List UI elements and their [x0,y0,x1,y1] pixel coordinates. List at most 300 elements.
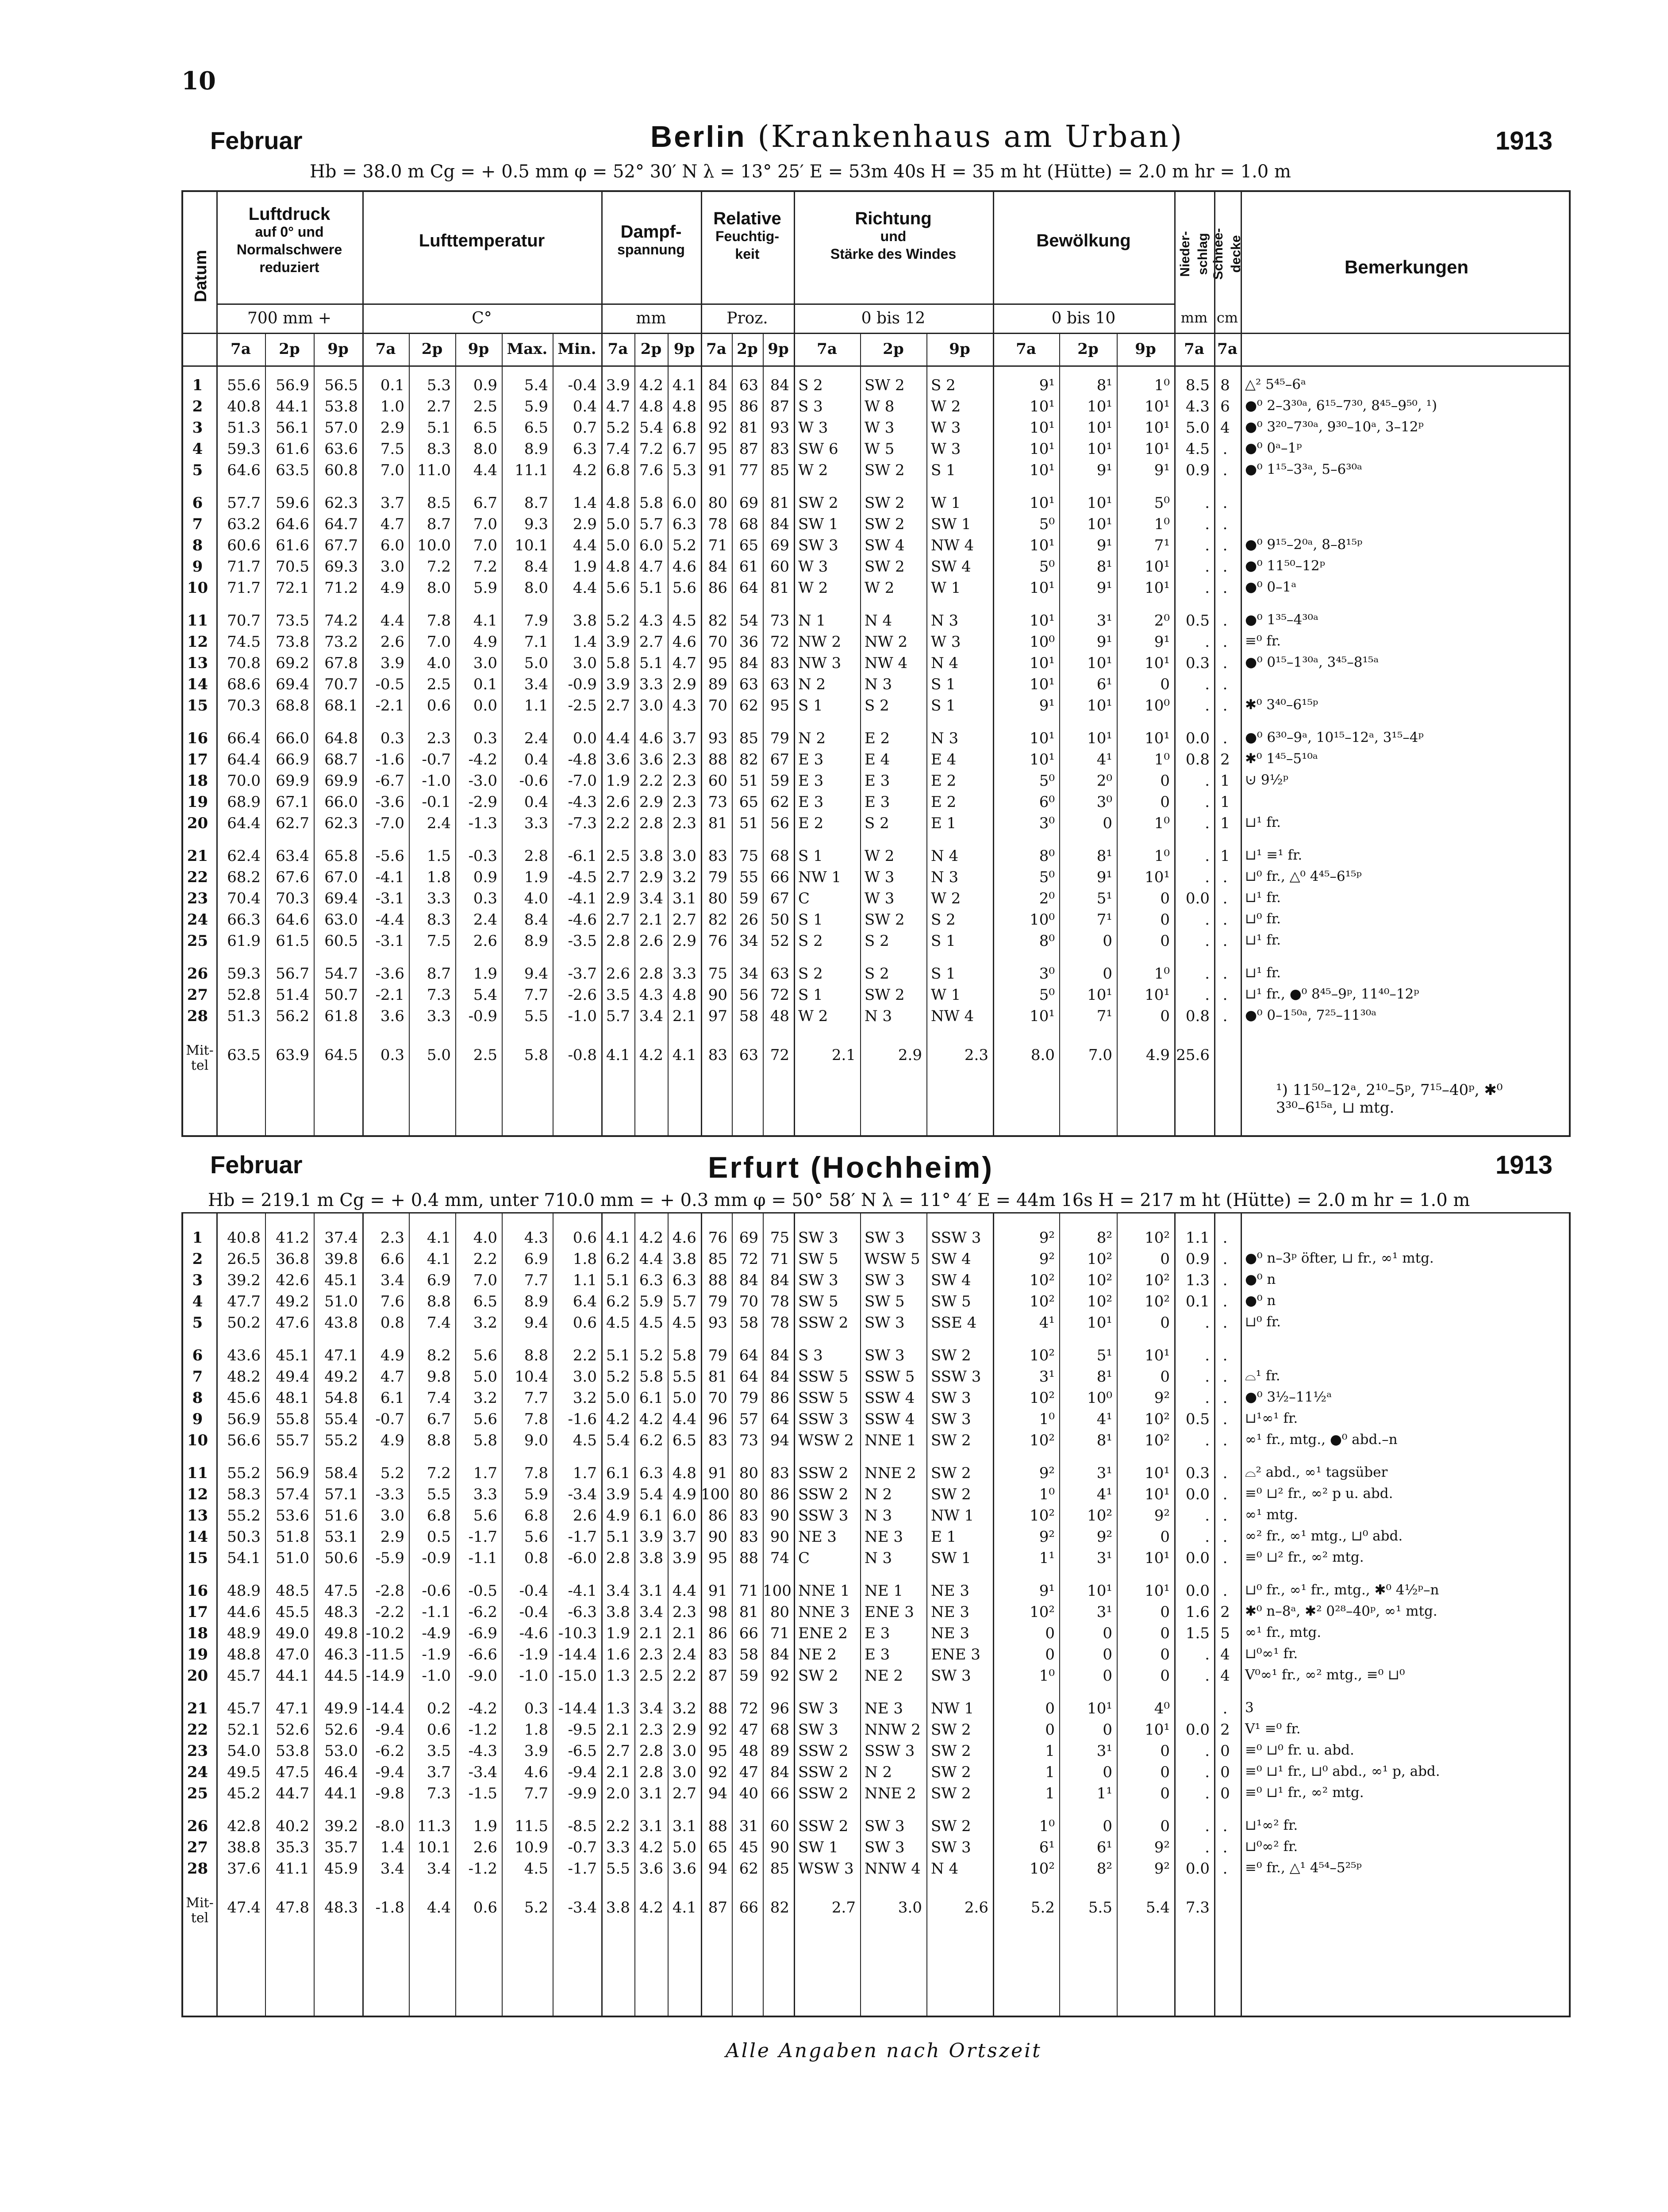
value-cell: 0 [1160,1368,1170,1386]
value-cell: 56 [770,814,789,832]
value-cell: 10¹ [1030,398,1055,415]
value-cell: NE 3 [865,1528,903,1546]
value-cell: 3.9 [380,654,404,672]
value-cell: SSE 4 [931,1314,977,1332]
value-cell: -5.6 [375,847,404,865]
berlin-station-name: Berlin [650,120,746,154]
value-cell: 74 [770,1549,789,1567]
value-cell: 48.1 [276,1389,309,1407]
value-cell: 8 [1220,376,1230,394]
value-cell: 3.5 [427,1742,451,1760]
value-cell: 94 [770,1432,789,1449]
value-cell: -4.2 [468,751,497,768]
value-cell: SW 1 [798,515,838,533]
value-cell: 95 [708,654,727,672]
value-cell: 7.4 [606,440,630,458]
value-cell: 5 [1220,1624,1230,1642]
value-cell: 1.9 [473,1817,497,1835]
header-text: 2p [421,340,443,358]
value-cell: -6.9 [468,1624,497,1642]
value-cell: 72.1 [276,579,309,597]
value-cell: 0.5 [1185,1410,1210,1428]
table-row [183,1486,1569,1507]
value-cell: 68 [770,847,789,865]
table-row [183,932,1569,953]
value-cell: . [1205,1528,1210,1546]
value-cell: S 2 [865,932,889,950]
value-cell: 70.4 [227,890,261,907]
value-cell: SSW 3 [931,1229,981,1247]
value-cell: 4.7 [606,398,630,415]
value-cell: 56.2 [276,1007,309,1025]
value-cell: 64 [739,1368,758,1386]
value-cell: . [1222,1860,1228,1878]
remark-cell: ✱⁰ 3⁴⁰–6¹⁵ᵖ [1245,697,1318,713]
value-cell: 57.1 [324,1486,358,1503]
value-cell: -3.7 [568,965,597,983]
value-cell: 6.0 [672,494,696,512]
value-cell: 74.5 [227,633,261,651]
value-cell: NW 3 [798,654,842,672]
mean-value: 7.3 [1185,1899,1210,1916]
value-cell: 4.3 [672,697,696,714]
value-cell: 1¹ [1096,1785,1112,1802]
value-cell: 3.7 [427,1763,451,1781]
value-cell: 3⁰ [1096,793,1112,811]
header-text: Lufttemperatur [419,231,545,250]
value-cell: 59.3 [227,965,261,983]
mean-value: 5.8 [524,1046,548,1064]
value-cell: 83 [770,1464,789,1482]
value-cell: 2 [1220,1603,1230,1621]
value-cell: 53.6 [276,1507,309,1525]
value-cell: -0.4 [519,1582,548,1600]
value-cell: 70 [708,633,727,651]
table-row [183,751,1569,772]
value-cell: -1.6 [375,751,404,768]
value-cell: 5.2 [606,612,630,630]
value-cell: 1⁰ [1039,1817,1055,1835]
header-text: 7a [1217,340,1238,358]
value-cell: -9.4 [375,1721,404,1739]
value-cell: 64.6 [276,911,309,929]
value-cell: 2.1 [672,1624,696,1642]
value-cell: 9¹ [1154,633,1170,651]
value-cell: 0.6 [427,1721,451,1739]
value-cell: 8¹ [1096,847,1112,865]
value-cell: 3.3 [524,814,548,832]
value-cell: 3.6 [380,1007,404,1025]
value-cell: 3.9 [524,1742,548,1760]
value-cell: 4.6 [639,730,663,747]
value-cell: 1.0 [380,398,404,415]
value-cell: 3.1 [672,890,696,907]
value-cell: 1.9 [473,965,497,983]
value-cell: 51.3 [227,1007,261,1025]
value-cell: S 2 [931,376,956,394]
mean-value: 8.0 [1030,1046,1055,1064]
value-cell: 2.3 [380,1229,404,1247]
value-cell: 3.1 [639,1785,663,1802]
value-cell: 7.7 [524,1389,548,1407]
value-cell: 6.3 [639,1464,663,1482]
value-cell: -15.0 [558,1667,597,1685]
value-cell: . [1205,1839,1210,1856]
value-cell: W 3 [931,633,961,651]
value-cell: 2.7 [606,911,630,929]
remark-cell: ≡⁰ ⊔² fr., ∞² mtg. [1245,1549,1364,1565]
date-cell: 4 [192,1293,203,1310]
value-cell: 1.4 [573,494,597,512]
date-cell: 17 [187,751,208,768]
value-cell: 3.7 [672,1528,696,1546]
value-cell: -7.0 [375,814,404,832]
value-cell: 4.7 [639,558,663,576]
value-cell: 7.6 [639,461,663,479]
value-cell: 2.7 [606,868,630,886]
value-cell: 95 [708,1742,727,1760]
value-cell: -1.1 [422,1603,451,1621]
value-cell: -14.4 [365,1700,404,1717]
table-row [183,1624,1569,1646]
value-cell: 7.2 [473,558,497,576]
value-cell: 4.4 [573,537,597,554]
value-cell: 10¹ [1030,461,1055,479]
value-cell: 8.9 [524,440,548,458]
value-cell: -1.7 [568,1860,597,1878]
value-cell: 57.7 [227,494,261,512]
value-cell: 84 [739,654,758,672]
value-cell: 2.5 [473,398,497,415]
value-cell: 81 [770,579,789,597]
value-cell: 65 [739,537,758,554]
value-cell: 5.6 [473,1507,497,1525]
value-cell: 90 [770,1507,789,1525]
value-cell: 0.4 [524,751,548,768]
value-cell: 3.9 [606,1486,630,1503]
value-cell: 66.4 [227,730,261,747]
table-row [183,1785,1569,1806]
header-text: Richtung [855,209,932,228]
value-cell: 0.0 [1185,890,1210,907]
value-cell: . [1205,1368,1210,1386]
value-cell: 5.8 [639,494,663,512]
value-cell: 3.3 [672,965,696,983]
value-cell: 73 [708,793,727,811]
value-cell: 10⁰ [1030,633,1055,651]
mean-value: -1.8 [375,1899,404,1916]
value-cell: SW 2 [931,1486,971,1503]
value-cell: 79 [739,1389,758,1407]
value-cell: SW 2 [865,494,905,512]
value-cell: 2.3 [672,751,696,768]
value-cell: . [1222,1271,1228,1289]
value-cell: 70.8 [227,654,261,672]
value-cell: S 1 [798,986,823,1004]
value-cell: SW 2 [931,1785,971,1802]
value-cell: 2.6 [573,1507,597,1525]
header-text: 7a [817,340,837,358]
value-cell: 3.2 [473,1314,497,1332]
date-cell: 6 [192,1347,203,1364]
value-cell: 68 [739,515,758,533]
value-cell: 52.1 [227,1721,261,1739]
value-cell: 66.9 [276,751,309,768]
value-cell: 69.2 [276,654,309,672]
value-cell: 6¹ [1039,1839,1055,1856]
value-cell: 7.7 [524,1785,548,1802]
value-cell: 5.6 [606,579,630,597]
value-cell: 60.5 [324,932,358,950]
value-cell: 6.3 [672,1271,696,1289]
value-cell: . [1205,633,1210,651]
value-cell: . [1205,676,1210,693]
value-cell: SW 3 [798,1229,838,1247]
table-row [183,1582,1569,1603]
value-cell: -0.5 [375,676,404,693]
remark-cell: ⊔¹ ≡¹ fr. [1245,847,1303,863]
value-cell: 0 [1220,1742,1230,1760]
value-cell: 4.1 [427,1229,451,1247]
erfurt-year: 1913 [1495,1151,1553,1179]
value-cell: 1⁰ [1154,515,1170,533]
value-cell: 10² [1030,1432,1055,1449]
value-cell: -9.5 [568,1721,597,1739]
value-cell: 1.5 [1185,1624,1210,1642]
value-cell: 67.8 [324,654,358,672]
value-cell: 5¹ [1096,890,1112,907]
value-cell: 54 [739,612,758,630]
value-cell: -6.0 [568,1549,597,1567]
value-cell: 2.8 [606,932,630,950]
value-cell: . [1205,1507,1210,1525]
header-text: 7a [706,340,726,358]
value-cell: 66.0 [276,730,309,747]
remark-cell: ≡⁰ fr., △¹ 4⁵⁴–5²⁵ᵖ [1245,1860,1362,1876]
value-cell: 9.4 [524,965,548,983]
value-cell: 0 [1160,1667,1170,1685]
value-cell: C [798,1549,810,1567]
value-cell: 2.9 [639,793,663,811]
header-text: spannung [617,242,685,257]
table-row [183,911,1569,932]
value-cell: 9² [1039,1528,1055,1546]
value-cell: 44.1 [324,1785,358,1802]
value-cell: 91 [708,461,727,479]
value-cell: 88 [739,1549,758,1567]
date-cell: 5 [192,461,203,479]
value-cell: NW 4 [931,1007,974,1025]
remark-cell: ●⁰ n [1245,1271,1276,1287]
value-cell: 4.6 [672,633,696,651]
value-cell: 9.8 [427,1368,451,1386]
value-cell: 82 [708,911,727,929]
row-rule [183,333,1569,334]
value-cell: 8.5 [1185,376,1210,394]
value-cell: . [1205,558,1210,576]
value-cell: 7.3 [427,986,451,1004]
value-cell: 4.4 [606,730,630,747]
value-cell: 95 [708,398,727,415]
value-cell: SW 4 [865,537,905,554]
value-cell: 5.1 [606,1528,630,1546]
mean-value: 4.2 [639,1899,663,1916]
value-cell: 10¹ [1145,398,1170,415]
date-cell: 17 [187,1603,208,1621]
value-cell: 6.5 [672,1432,696,1449]
value-cell: -1.0 [422,772,451,790]
table-row [183,1314,1569,1335]
header-text: Feuchtig- [715,228,779,244]
value-cell: 2 [1220,751,1230,768]
value-cell: E 1 [931,814,957,832]
value-cell: S 1 [798,911,823,929]
table-row [183,1667,1569,1688]
value-cell: NE 3 [798,1528,837,1546]
value-cell: 6.8 [606,461,630,479]
value-cell: 70 [708,697,727,714]
table-row [183,398,1569,419]
value-cell: 2.7 [606,697,630,714]
value-cell: 1 [1045,1763,1055,1781]
value-cell: . [1205,494,1210,512]
value-cell: 9¹ [1154,461,1170,479]
mean-value: 63.5 [227,1046,261,1064]
value-cell: 2.1 [672,1007,696,1025]
value-cell: SW 2 [931,1464,971,1482]
value-cell: 7.4 [427,1314,451,1332]
value-cell: 4¹ [1096,1410,1112,1428]
value-cell: 4.0 [427,654,451,672]
value-cell: 84 [770,376,789,394]
value-cell: SW 1 [931,1549,971,1567]
value-cell: 40.8 [227,398,261,415]
value-cell: -6.7 [375,772,404,790]
value-cell: 2.7 [427,398,451,415]
remark-cell: ⊔⁰ fr., △⁰ 4⁴⁵–6¹⁵ᵖ [1245,868,1362,884]
value-cell: 55.2 [227,1464,261,1482]
mean-value: 5.4 [1145,1899,1170,1916]
value-cell: . [1222,965,1228,983]
value-cell: 7.7 [524,1271,548,1289]
value-cell: 51.0 [324,1293,358,1310]
value-cell: 4.1 [473,612,497,630]
value-cell: 44.5 [324,1667,358,1685]
value-cell: 50.2 [227,1314,261,1332]
table-row [183,793,1569,814]
value-cell: 5.4 [639,419,663,437]
value-cell: -4.6 [519,1624,548,1642]
value-cell: 63.4 [276,847,309,865]
value-cell: 5.6 [473,1410,497,1428]
table-row [183,1368,1569,1389]
value-cell: 3.0 [473,654,497,672]
value-cell: 59 [770,772,789,790]
value-cell: 0 [1103,1817,1112,1835]
value-cell: 0.9 [1185,461,1210,479]
value-cell: SW 3 [865,1817,905,1835]
date-cell: 18 [187,1624,208,1642]
value-cell: 10¹ [1087,730,1112,747]
value-cell: . [1222,1582,1228,1600]
value-cell: 5.4 [473,986,497,1004]
value-cell: . [1222,890,1228,907]
value-cell: N 2 [865,1486,892,1503]
value-cell: . [1222,1507,1228,1525]
value-cell: 10¹ [1030,1007,1055,1025]
value-cell: . [1222,730,1228,747]
value-cell: 4.8 [672,398,696,415]
value-cell: W 3 [798,558,828,576]
value-cell: 68.9 [227,793,261,811]
value-cell: WSW 5 [865,1250,920,1268]
value-cell: 4.3 [524,1229,548,1247]
value-cell: 6.5 [473,419,497,437]
value-cell: NE 2 [798,1646,837,1663]
value-cell: 76 [708,1229,727,1247]
value-cell: 74.2 [324,612,358,630]
value-cell: 48.2 [227,1368,261,1386]
value-cell: 86 [708,1624,727,1642]
value-cell: 5.8 [473,1432,497,1449]
value-cell: SW 2 [865,376,905,394]
value-cell: 4⁰ [1154,1700,1170,1717]
value-cell: . [1222,1464,1228,1482]
value-cell: -6.2 [375,1742,404,1760]
value-cell: 37.4 [324,1229,358,1247]
value-cell: 84 [708,376,727,394]
value-cell: 62.3 [324,814,358,832]
table-row [183,579,1569,600]
value-cell: . [1222,612,1228,630]
value-cell: 2⁰ [1039,890,1055,907]
header-text: 2p [883,340,904,358]
date-cell: 6 [192,494,203,512]
value-cell: 4.5 [639,1314,663,1332]
value-cell: 10¹ [1145,730,1170,747]
value-cell: 85 [708,1250,727,1268]
value-cell: 5⁰ [1039,558,1055,576]
value-cell: 4 [1220,419,1230,437]
value-cell: 7.7 [524,986,548,1004]
value-cell: 2.1 [606,1721,630,1739]
value-cell: 46.3 [324,1646,358,1663]
value-cell: 2.2 [573,1347,597,1364]
value-cell: ENE 3 [931,1646,980,1663]
datum-header: Datum [192,250,210,303]
header-text: Schnee-decke [1211,228,1243,280]
table-row [183,1432,1569,1453]
value-cell: 4.4 [473,461,497,479]
value-cell: 63.2 [227,515,261,533]
value-cell: 0 [1103,965,1112,983]
value-cell: 8.7 [524,494,548,512]
value-cell: 2⁰ [1096,772,1112,790]
value-cell: 34 [739,932,758,950]
date-cell: 10 [187,1432,208,1449]
value-cell: 68 [770,1721,789,1739]
value-cell: NW 4 [931,537,974,554]
mean-value: 4.9 [1145,1046,1170,1064]
value-cell: -5.9 [375,1549,404,1567]
value-cell: 0.3 [1185,654,1210,672]
value-cell: SW 2 [931,1721,971,1739]
value-cell: E 1 [931,1528,957,1546]
value-cell: S 2 [798,376,823,394]
value-cell: 11.5 [515,1817,548,1835]
value-cell: 2.7 [606,1742,630,1760]
value-cell: -9.8 [375,1785,404,1802]
